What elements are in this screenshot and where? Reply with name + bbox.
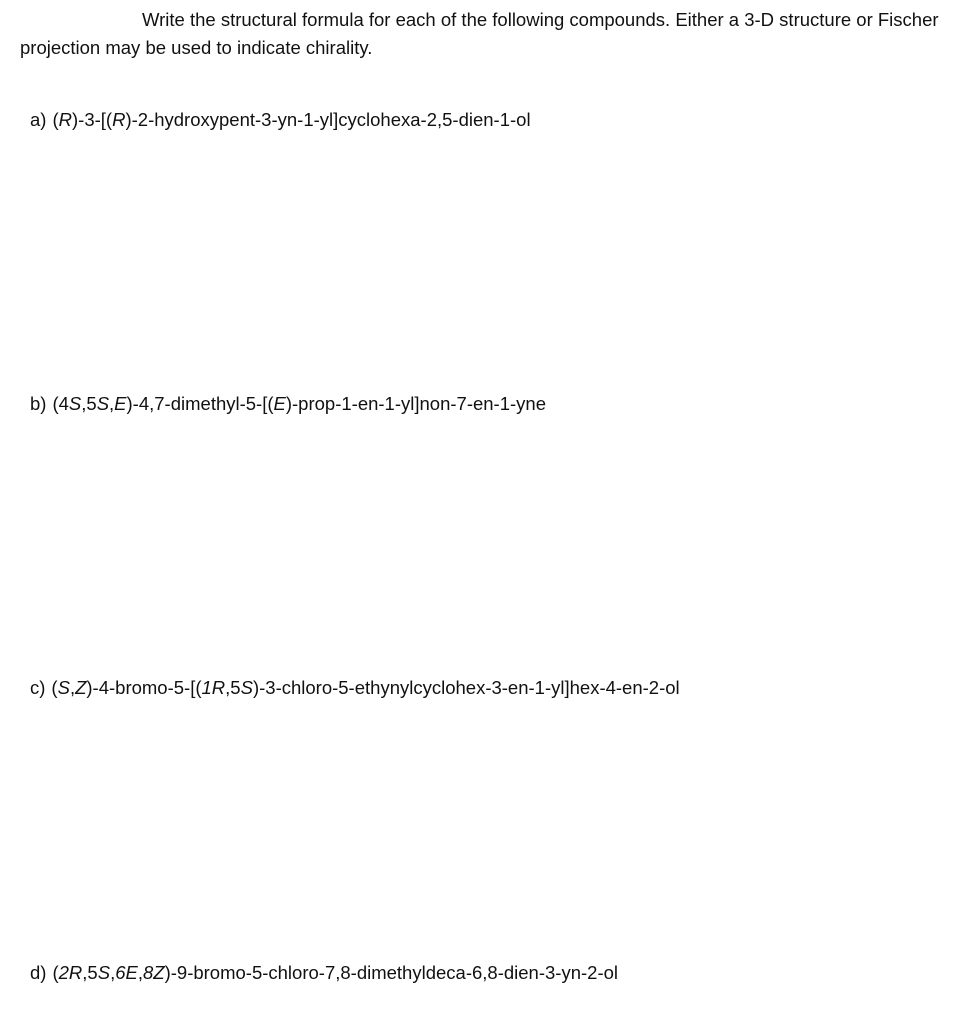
- name-fragment: (4: [52, 393, 69, 414]
- answer-space-c: [30, 708, 950, 948]
- stereodescriptor: S: [57, 677, 70, 698]
- name-fragment: (: [52, 109, 59, 130]
- stereodescriptor: S: [97, 962, 111, 983]
- name-fragment: (: [52, 962, 59, 983]
- name-fragment: ,: [137, 962, 143, 983]
- stereodescriptor: Z: [75, 677, 87, 698]
- name-fragment: ,5: [225, 677, 241, 698]
- question-a: [30, 108, 531, 132]
- stereodescriptor: 1R: [201, 677, 226, 698]
- name-fragment: )-3-chloro-5-ethynylcyclohex-3-en-1-yl]hex-4-en-2-ol: [252, 677, 680, 698]
- answer-space-b: [30, 424, 950, 664]
- question-b-label: b): [30, 393, 47, 414]
- name-fragment: )-2-hydroxypent-3-yn-1-yl]cyclohexa-2,5-dien-1-ol: [125, 109, 531, 130]
- stereodescriptor: E: [114, 393, 127, 414]
- name-fragment: ,: [69, 677, 76, 698]
- question-d-compound-name: [52, 962, 618, 983]
- name-fragment: )-9-bromo-5-chloro-7,8-dimethyldeca-6,8-dien-3-yn-2-ol: [164, 962, 618, 983]
- name-fragment: ,5: [81, 393, 97, 414]
- stereodescriptor: 6E: [115, 962, 138, 983]
- stereodescriptor: E: [273, 393, 286, 414]
- stereodescriptor: R: [58, 109, 72, 130]
- question-b: [30, 392, 546, 416]
- name-fragment: ,5: [82, 962, 98, 983]
- name-fragment: ,: [110, 962, 116, 983]
- name-fragment: )-prop-1-en-1-yl]non-7-en-1-yne: [285, 393, 546, 414]
- question-c: [30, 676, 680, 700]
- question-a-compound-name: [52, 109, 530, 130]
- name-fragment: )-4,7-dimethyl-5-[(: [126, 393, 274, 414]
- name-fragment: )-4-bromo-5-[(: [86, 677, 202, 698]
- stereodescriptor: S: [68, 393, 82, 414]
- question-c-compound-name: [51, 677, 679, 698]
- stereodescriptor: R: [112, 109, 126, 130]
- name-fragment: )-3-[(: [72, 109, 113, 130]
- question-c-label: c): [30, 677, 46, 698]
- question-a-label: a): [30, 109, 47, 130]
- stereodescriptor: S: [96, 393, 110, 414]
- question-d: [30, 961, 618, 985]
- stereodescriptor: 2R: [58, 962, 83, 983]
- name-fragment: ,: [109, 393, 115, 414]
- stereodescriptor: 8Z: [142, 962, 165, 983]
- name-fragment: (: [51, 677, 58, 698]
- question-d-label: d): [30, 962, 47, 983]
- answer-space-a: [30, 140, 950, 380]
- instructions-text: Write the structural formula for each of the following compounds. Either a 3-D structure or Fischer projection may be used to indicate chirality.: [20, 9, 939, 58]
- question-b-compound-name: [52, 393, 546, 414]
- stereodescriptor: S: [240, 677, 253, 698]
